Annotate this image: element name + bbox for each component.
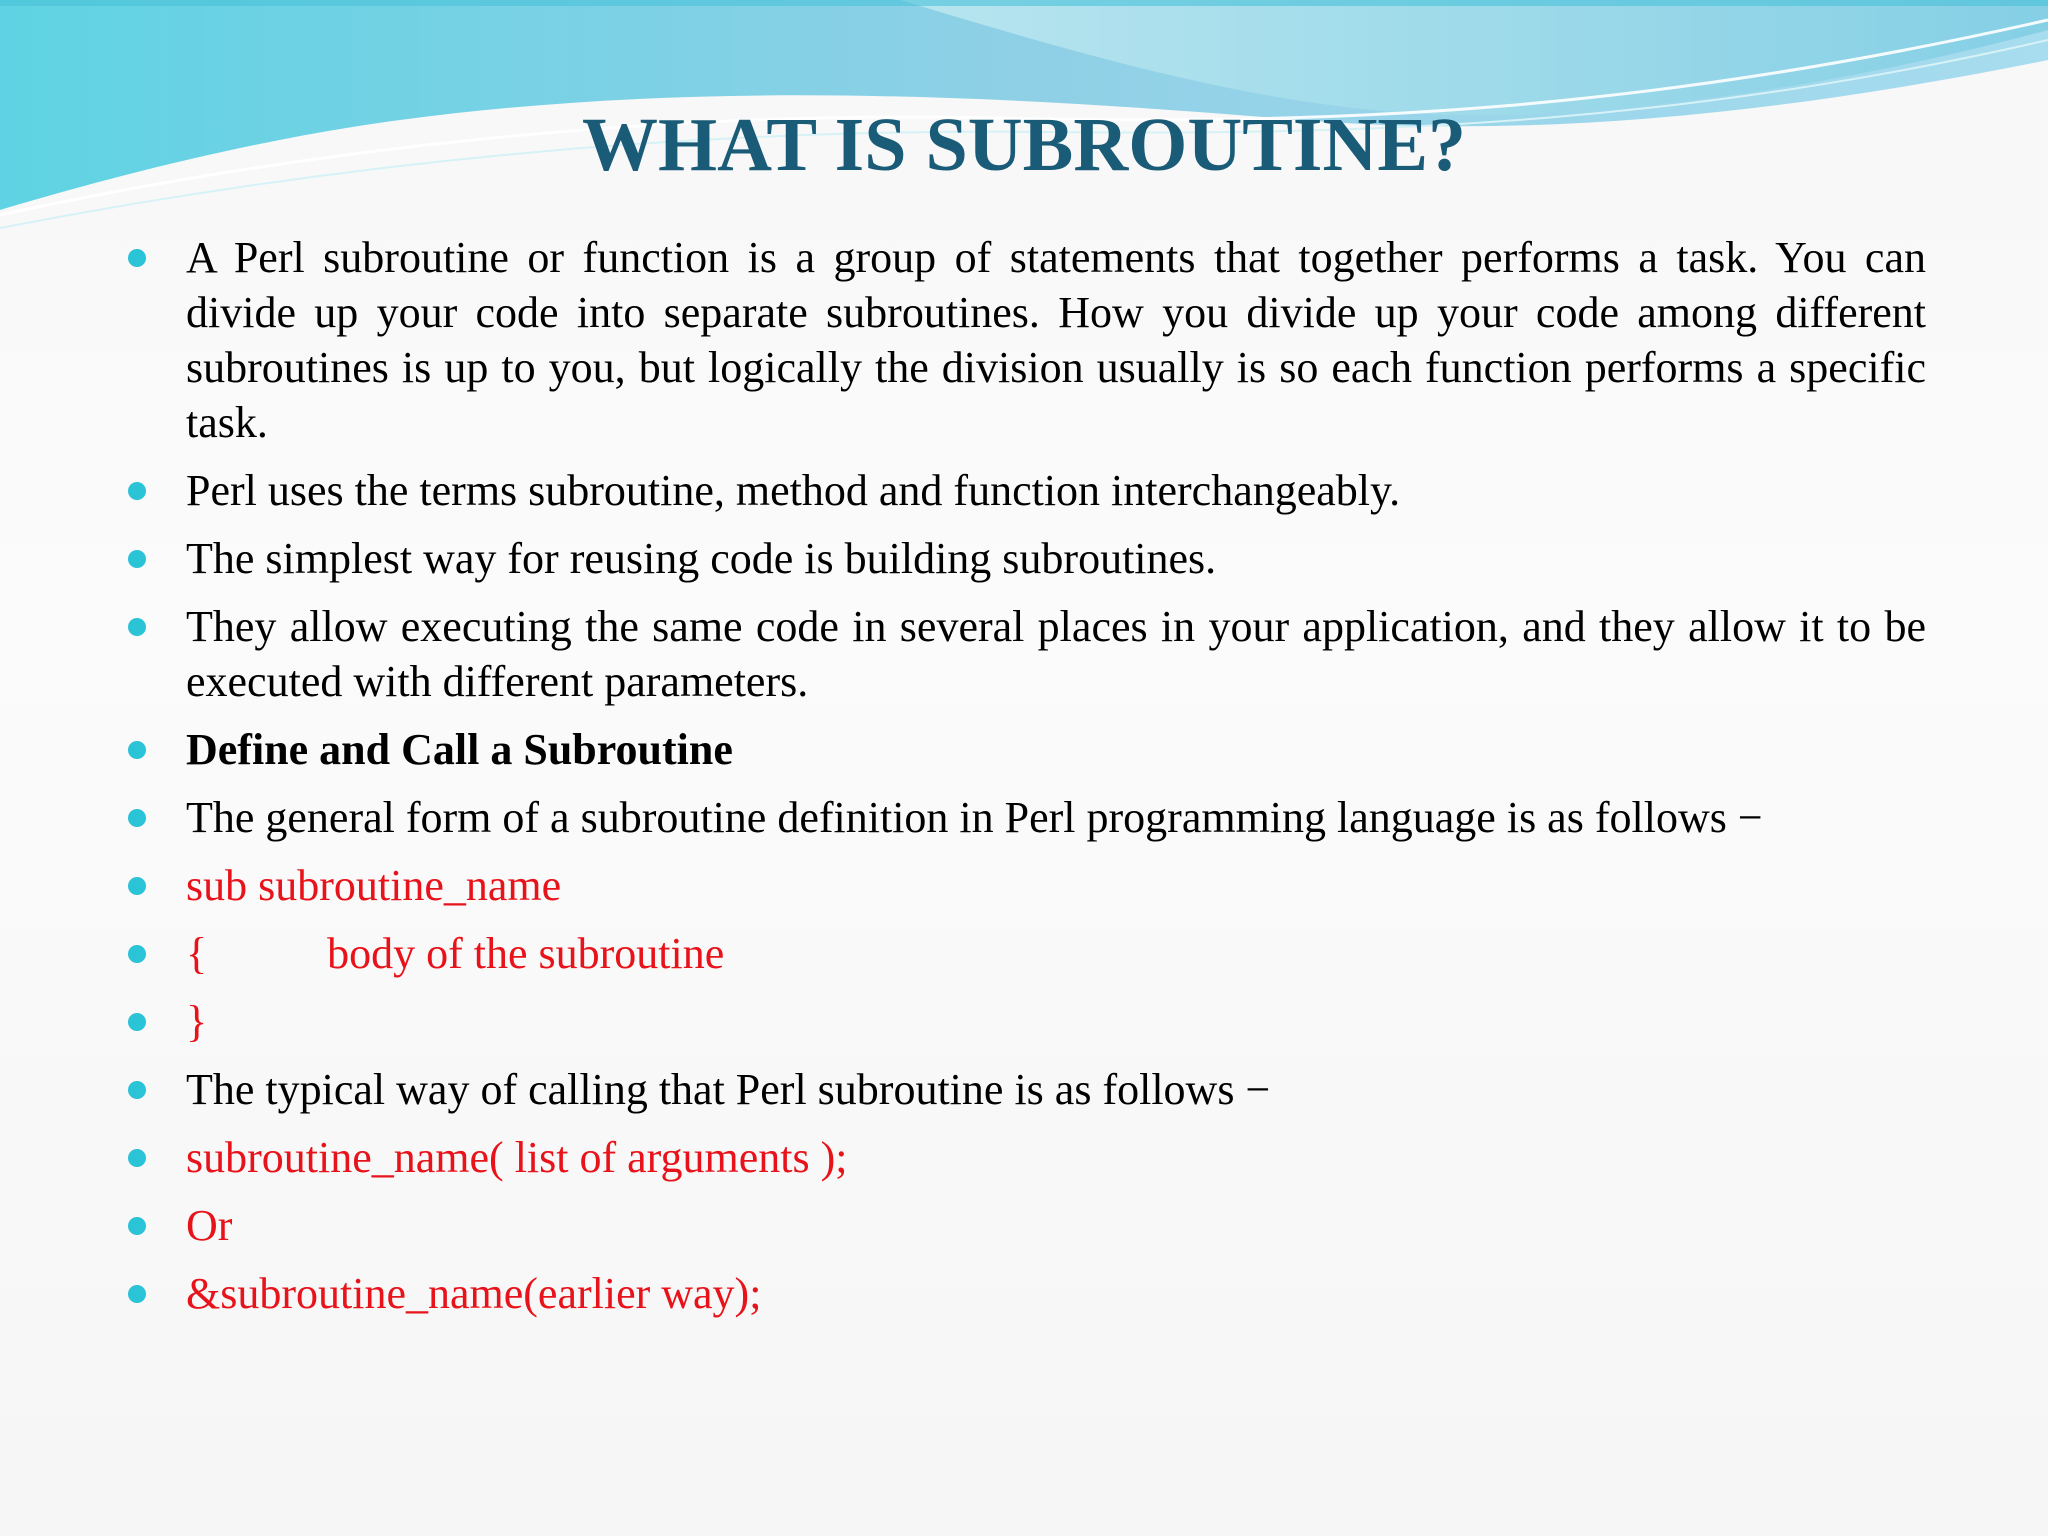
bullet-dot-icon	[128, 741, 146, 759]
code-line	[126, 1266, 1926, 1321]
code-line	[126, 858, 1926, 913]
bullet-item	[126, 790, 1926, 845]
slide-title: WHAT IS SUBROUTINE?	[581, 103, 1467, 187]
bullet-dot-icon	[128, 618, 146, 636]
bullet-item	[126, 230, 1926, 450]
bullet-text: A Perl subroutine or function is a group of statements that together performs a task. You can divide up your code into separate subroutines. How you divide up your code among different subroutines is up to you, but logically the division usually is so each function performs a specific task.	[186, 233, 1926, 447]
bullet-dot-icon	[128, 249, 146, 267]
code-text: body of the subroutine	[327, 929, 725, 978]
bullet-text: The simplest way for reusing code is building subroutines.	[186, 534, 1217, 583]
code-text: subroutine_name( list of arguments );	[186, 1133, 848, 1182]
code-text: Or	[186, 1201, 233, 1250]
bullet-item-heading	[126, 722, 1926, 777]
bullet-text: The typical way of calling that Perl subroutine is as follows −	[186, 1065, 1271, 1114]
bullet-item	[126, 463, 1926, 518]
code-line	[126, 994, 1926, 1049]
bullet-list	[126, 230, 1926, 1334]
bullet-text: They allow executing the same code in several places in your application, and they allow it to be executed with different parameters.	[186, 602, 1926, 706]
bullet-item	[126, 599, 1926, 709]
bullet-item	[126, 531, 1926, 586]
bullet-dot-icon	[128, 945, 146, 963]
code-text: sub subroutine_name	[186, 861, 562, 910]
bullet-dot-icon	[128, 809, 146, 827]
bullet-dot-icon	[128, 482, 146, 500]
bullet-text: The general form of a subroutine definition in Perl programming language is as follows −	[186, 793, 1763, 842]
bullet-item	[126, 1062, 1926, 1117]
code-text: }	[186, 997, 208, 1046]
code-line	[126, 1130, 1926, 1185]
bullet-dot-icon	[128, 550, 146, 568]
bullet-dot-icon	[128, 1081, 146, 1099]
bullet-dot-icon	[128, 1217, 146, 1235]
bullet-dot-icon	[128, 1149, 146, 1167]
bullet-text: Define and Call a Subroutine	[186, 725, 733, 774]
bullet-text: Perl uses the terms subroutine, method and function interchangeably.	[186, 466, 1401, 515]
bullet-dot-icon	[128, 1285, 146, 1303]
bullet-dot-icon	[128, 877, 146, 895]
code-line	[126, 926, 1926, 981]
bullet-dot-icon	[128, 1013, 146, 1031]
code-brace: {	[186, 929, 208, 978]
code-line	[126, 1198, 1926, 1253]
code-text: &subroutine_name(earlier way);	[186, 1269, 762, 1318]
